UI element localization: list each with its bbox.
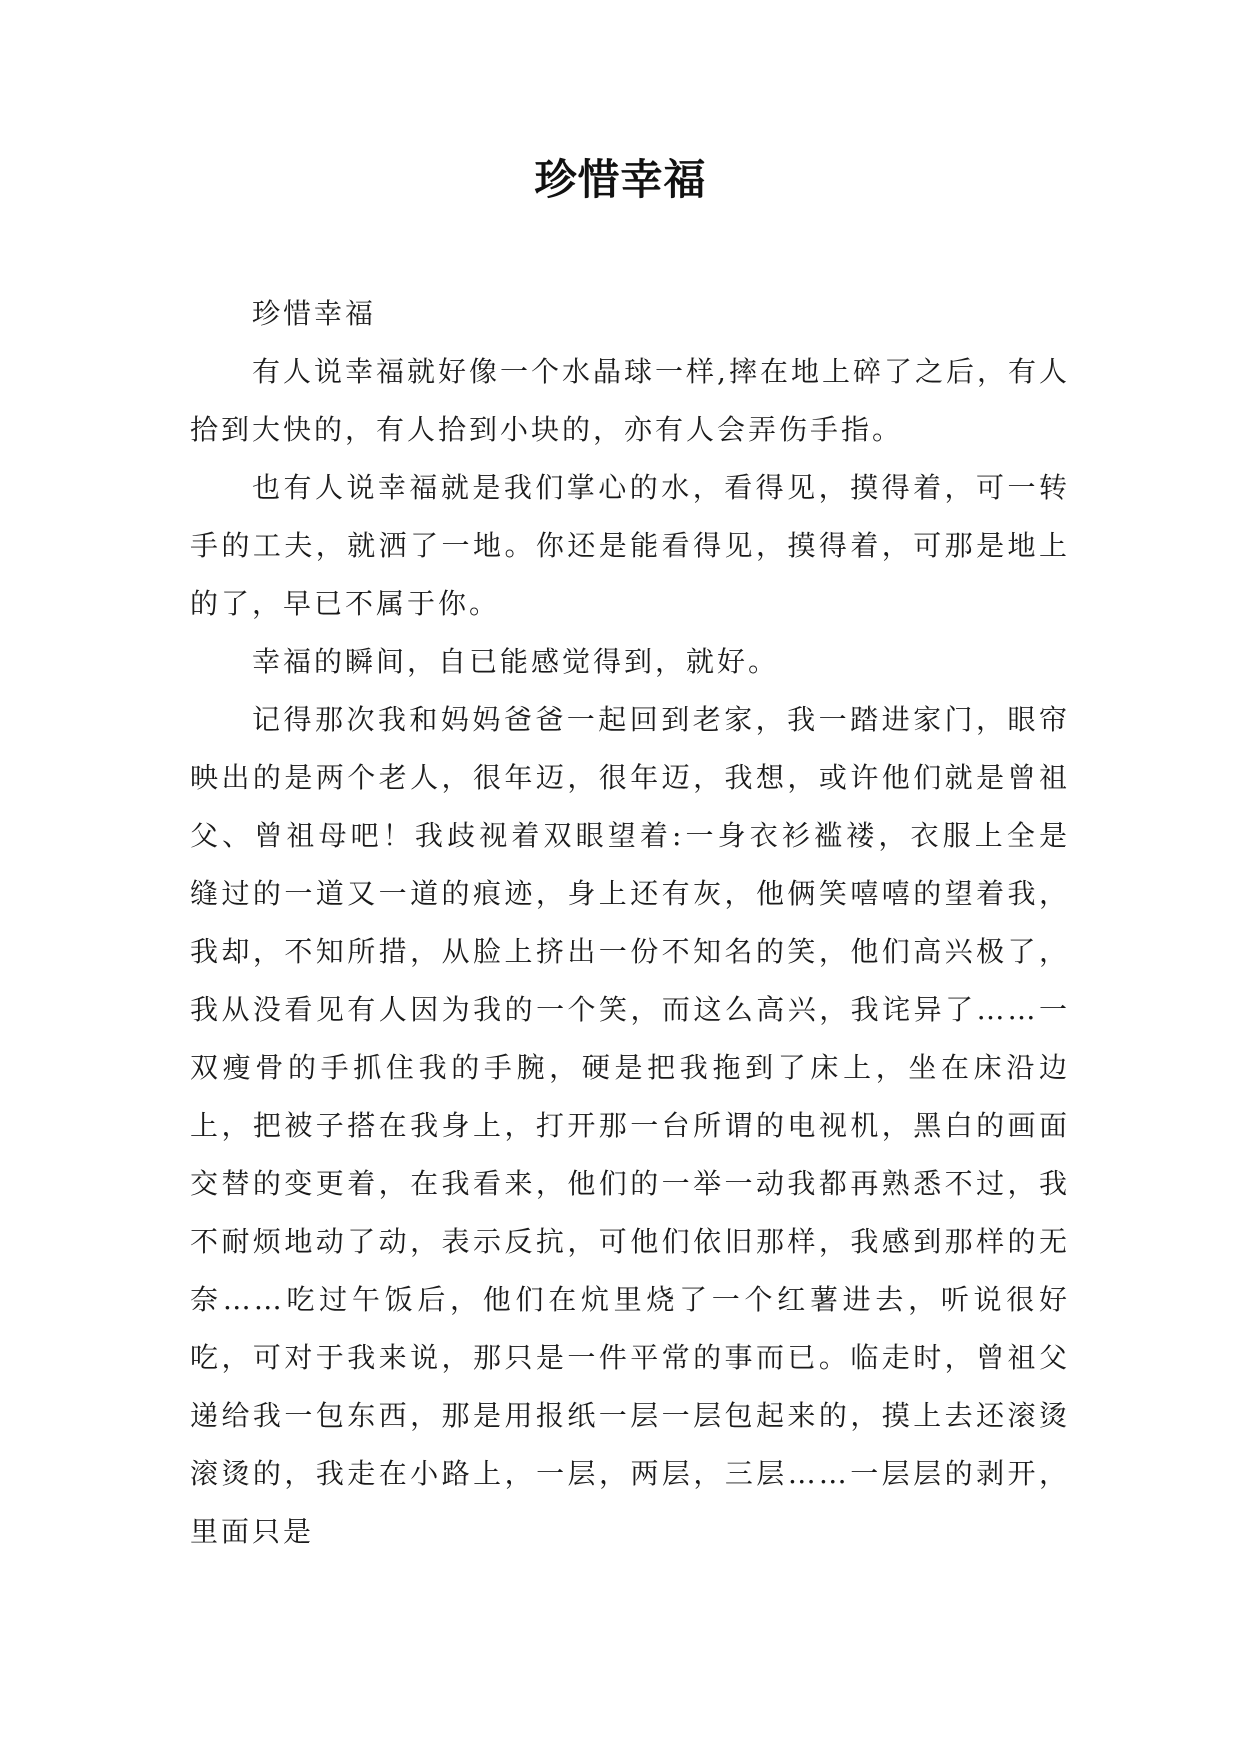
paragraph: 幸福的瞬间，自已能感觉得到，就好。 <box>252 645 780 678</box>
paragraph: 也有人说幸福就是我们掌心的水，看得见，摸得着，可一转手的工夫，就洒了一地。你还是能看得见，摸得着，可那是地上的了，早已不属于你。 <box>190 471 1070 620</box>
paragraph: 珍惜幸福 <box>252 297 377 330</box>
document-body <box>190 285 1070 1561</box>
paragraph: 记得那次我和妈妈爸爸一起回到老家，我一踏进家门，眼帘映出的是两个老人，很年迈，很年迈，我想，或许他们就是曾祖父、曾祖母吧！我歧视着双眼望着:一身衣衫褴褛，衣服上全是缝过的一道又一道的痕迹，身上还有灰，他俩笑嘻嘻的望着我，我却，不知所措，从脸上挤出一份不知名的笑，他们高兴极了，我从没看见有人因为我的一个笑，而这么高兴，我诧异了……一双瘦骨的手抓住我的手腕，硬是把我拖到了床上，坐在床沿边上，把被子搭在我身上，打开那一台所谓的电视机，黑白的画面交替的变更着，在我看来，他们的一举一动我都再熟悉不过，我不耐烦地动了动，表示反抗，可他们依旧那样，我感到那样的无奈……吃过午饭后，他们在炕里烧了一个红薯进去，听说很好吃，可对于我来说，那只是一件平常的事而已。临走时，曾祖父递给我一包东西，那是用报纸一层一层包起来的，摸上去还滚烫滚烫的，我走在小路上，一层，两层，三层……一层层的剥开，里面只是 <box>190 703 1070 1548</box>
paragraph: 有人说幸福就好像一个水晶球一样,摔在地上碎了之后，有人拾到大快的，有人拾到小块的，亦有人会弄伤手指。 <box>190 355 1070 446</box>
document-title: 珍惜幸福 <box>534 155 707 204</box>
